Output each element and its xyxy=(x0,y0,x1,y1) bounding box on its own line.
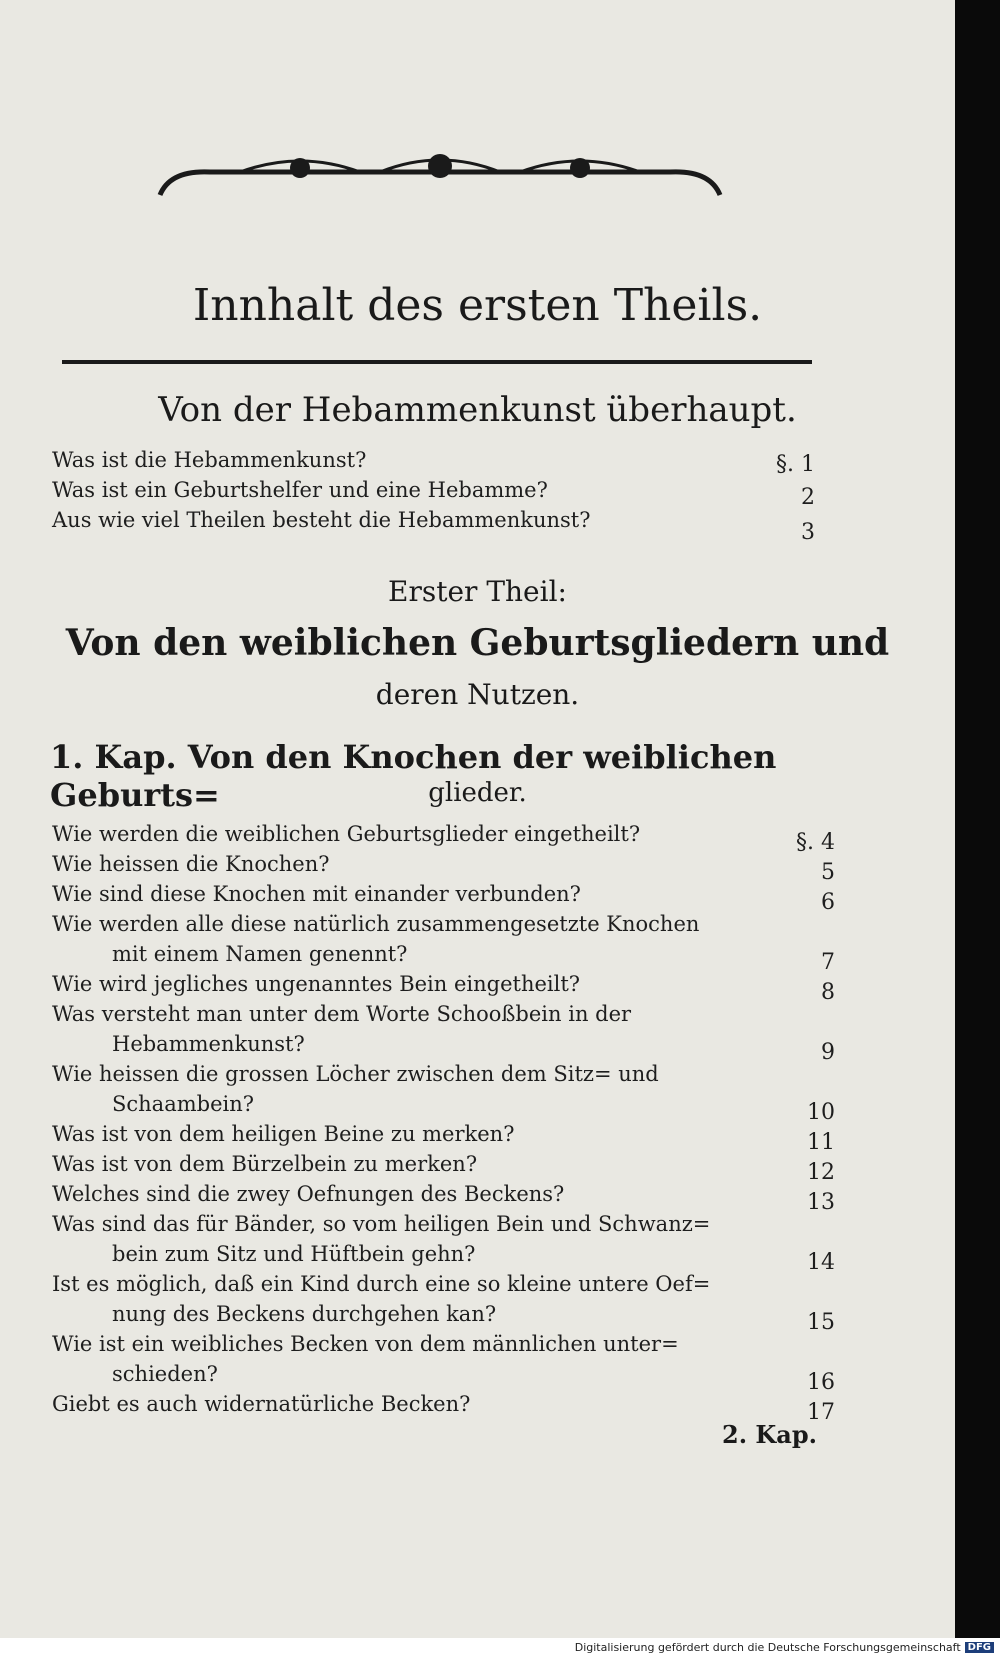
list-item: Was ist ein Geburtshelfer und eine Hebamme? xyxy=(52,478,548,502)
list-item: Giebt es auch widernatürliche Becken? xyxy=(52,1392,471,1416)
dfg-logo: DFG xyxy=(965,1642,994,1653)
paragraph-number: §. 1 xyxy=(776,452,815,477)
list-item: Was ist von dem heiligen Beine zu merken? xyxy=(52,1122,515,1146)
list-item-continued: Hebammenkunst? xyxy=(112,1032,305,1056)
list-item: Ist es möglich, daß ein Kind durch eine so kleine untere Oef= xyxy=(52,1272,711,1296)
part-title: Von den weiblichen Geburtsgliedern und xyxy=(65,622,890,664)
paragraph-number: 13 xyxy=(807,1190,835,1215)
part-label: Erster Theil: xyxy=(388,575,567,608)
paragraph-number: 16 xyxy=(807,1370,835,1395)
list-item-continued: bein zum Sitz und Hüftbein gehn? xyxy=(112,1242,476,1266)
paragraph-number: 10 xyxy=(807,1100,835,1125)
list-item: Wie sind diese Knochen mit einander verbunden? xyxy=(52,882,581,906)
paragraph-number: 9 xyxy=(821,1040,835,1065)
paragraph-number: 7 xyxy=(821,950,835,975)
title-rule xyxy=(62,360,812,364)
chapter-heading: 1. Kap. Von den Knochen der weiblichen Geburts= xyxy=(50,738,777,814)
footer xyxy=(0,1638,1000,1656)
list-item: Was sind das für Bänder, so vom heiligen Bein und Schwanz= xyxy=(52,1212,711,1236)
paragraph-number: 2 xyxy=(801,485,815,510)
ornament-icon xyxy=(150,150,730,210)
list-item-continued: nung des Beckens durchgehen kan? xyxy=(112,1302,497,1326)
paragraph-number: 3 xyxy=(801,520,815,545)
list-item-continued: schieden? xyxy=(112,1362,218,1386)
list-item: Wie wird jegliches ungenanntes Bein eingetheilt? xyxy=(52,972,581,996)
chapter-heading-continued: glieder. xyxy=(428,778,527,808)
list-item: Wie ist ein weibliches Becken von dem männlichen unter= xyxy=(52,1332,679,1356)
paragraph-number: 15 xyxy=(807,1310,835,1335)
section-heading: Von der Hebammenkunst überhaupt. xyxy=(158,390,797,430)
part-title-continued: deren Nutzen. xyxy=(375,678,580,711)
page-title: Innhalt des ersten Theils. xyxy=(192,280,763,331)
list-item: Was ist von dem Bürzelbein zu merken? xyxy=(52,1152,478,1176)
paragraph-number: 11 xyxy=(807,1130,835,1155)
list-item: Wie heissen die grossen Löcher zwischen dem Sitz= und xyxy=(52,1062,659,1086)
list-item: Wie werden die weiblichen Geburtsglieder eingetheilt? xyxy=(52,822,641,846)
paragraph-number: 14 xyxy=(807,1250,835,1275)
paragraph-number: 8 xyxy=(821,980,835,1005)
list-item: Aus wie viel Theilen besteht die Hebammenkunst? xyxy=(52,508,591,532)
list-item-continued: Schaambein? xyxy=(112,1092,254,1116)
paragraph-number: 5 xyxy=(821,860,835,885)
paragraph-number: 6 xyxy=(821,890,835,915)
list-item: Was ist die Hebammenkunst? xyxy=(52,448,367,472)
footer-text: Digitalisierung gefördert durch die Deutsche Forschungsgemeinschaft xyxy=(574,1640,961,1654)
list-item: Wie werden alle diese natürlich zusammengesetzte Knochen xyxy=(52,912,700,936)
paragraph-number: 17 xyxy=(807,1400,835,1425)
book-spine xyxy=(955,0,1000,1638)
catchword: 2. Kap. xyxy=(722,1420,817,1449)
list-item: Wie heissen die Knochen? xyxy=(52,852,330,876)
paragraph-number: 12 xyxy=(807,1160,835,1185)
list-item: Welches sind die zwey Oefnungen des Beckens? xyxy=(52,1182,565,1206)
list-item-continued: mit einem Namen genennt? xyxy=(112,942,408,966)
paragraph-number: §. 4 xyxy=(796,830,835,855)
list-item: Was versteht man unter dem Worte Schooßbein in der xyxy=(52,1002,632,1026)
